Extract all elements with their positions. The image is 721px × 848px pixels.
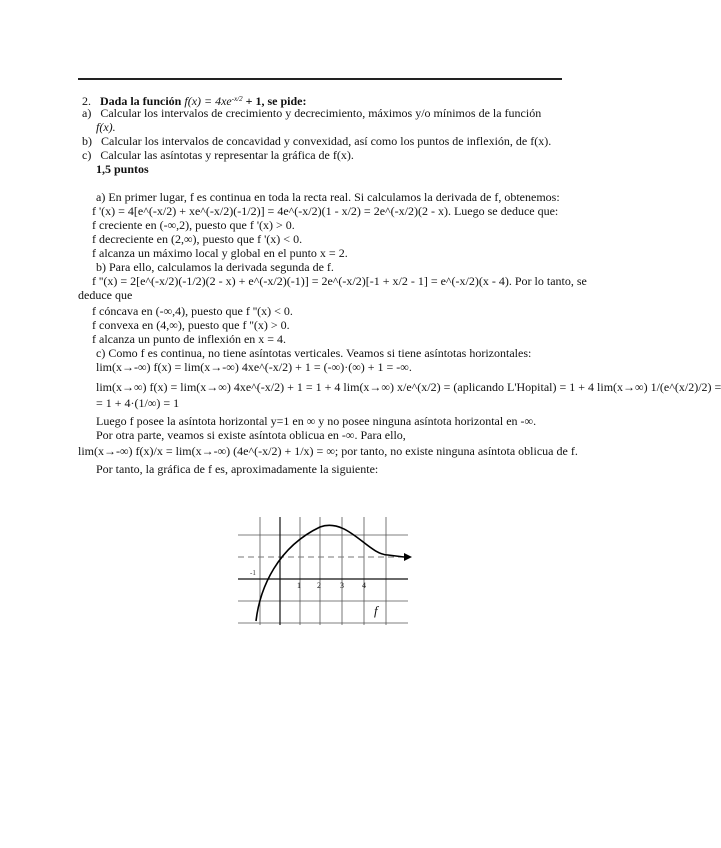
tick-label-2: 2 <box>317 581 321 590</box>
solution-line-10: f convexa en (4,∞), puesto que f ''(x) > 0. <box>92 318 290 332</box>
solution-line-12: c) Como f es continua, no tiene asíntotas verticales. Veamos si tiene asíntotas horizontales: <box>96 346 532 360</box>
solution-line-2: f '(x) = 4[e^(-x/2) + xe^(-x/2)(-1/2)] = 4e^(-x/2)(1 - x/2) = 2e^(-x/2)(2 - x). Luego se deduce que: <box>92 204 559 218</box>
question-a-cont: f(x). <box>96 120 116 134</box>
solution-line-6: b) Para ello, calculamos la derivada segunda de f. <box>96 260 334 274</box>
exercise-exponent: -x/2 <box>231 95 243 103</box>
points-label: 1,5 puntos <box>96 162 149 176</box>
asymptote-label: -1 <box>250 569 256 577</box>
graph-grid <box>238 517 408 625</box>
solution-line-17: Por otra parte, veamos si existe asíntota oblicua en -∞. Para ello, <box>96 428 406 442</box>
curve-arrow-icon <box>404 553 412 561</box>
tick-label-4: 4 <box>362 581 366 590</box>
solution-line-15: = 1 + 4·(1/∞) = 1 <box>96 396 180 410</box>
question-a: a) Calcular los intervalos de crecimiento y decrecimiento, máximos y/o mínimos de la función <box>82 106 542 120</box>
exercise-function: f(x) = 4xe <box>184 94 232 108</box>
solution-line-11: f alcanza un punto de inflexión en x = 4. <box>92 332 287 346</box>
solution-line-14: lim(x→∞) f(x) = lim(x→∞) 4xe^(-x/2) + 1 = 1 + 4 lim(x→∞) x/e^(x/2) = (aplicando L'Hopital) = 1 + 4 lim(x→∞) 1/(e^(x/2)/2) = <box>96 380 721 394</box>
solution-line-5: f alcanza un máximo local y global en el punto x = 2. <box>92 246 348 260</box>
solution-line-13: lim(x→-∞) f(x) = lim(x→-∞) 4xe^(-x/2) + 1 = (-∞)·(∞) + 1 = -∞. <box>96 360 412 374</box>
solution-line-4: f decreciente en (2,∞), puesto que f '(x) < 0. <box>92 232 303 246</box>
function-graph <box>238 517 414 625</box>
solution-line-7: f ''(x) = 2[e^(-x/2)(-1/2)(2 - x) + e^(-x/2)(-1)] = 2e^(-x/2)[-1 + x/2 - 1] = e^(-x/2)(x - 4). Por lo tanto, se <box>92 274 587 288</box>
top-rule <box>78 78 562 80</box>
tick-label-1: 1 <box>297 581 301 590</box>
exercise-intro: Dada la función <box>100 94 182 108</box>
exercise-number: 2. <box>82 94 91 108</box>
tick-label-3: 3 <box>340 581 344 590</box>
solution-line-9: f cóncava en (-∞,4), puesto que f ''(x) < 0. <box>92 304 293 318</box>
solution-line-19: Por tanto, la gráfica de f es, aproximadamente la siguiente: <box>96 462 379 476</box>
solution-line-8: deduce que <box>78 288 133 302</box>
exercise-tail: + 1, se pide: <box>245 94 307 108</box>
solution-line-18: lim(x→-∞) f(x)/x = lim(x→-∞) (4e^(-x/2) + 1/x) = ∞; por tanto, no existe ninguna asíntota oblicua de f. <box>78 444 578 458</box>
question-c: c) Calcular las asíntotas y representar la gráfica de f(x). <box>82 148 354 162</box>
solution-line-3: f creciente en (-∞,2), puesto que f '(x) > 0. <box>92 218 295 232</box>
function-curve <box>256 525 404 621</box>
curve-label: f <box>374 603 378 618</box>
solution-line-16: Luego f posee la asíntota horizontal y=1 en ∞ y no posee ninguna asíntota horizontal en -∞. <box>96 414 537 428</box>
question-b: b) Calcular los intervalos de concavidad y convexidad, así como los puntos de inflexión, de f(x). <box>82 134 552 148</box>
solution-line-1: a) En primer lugar, f es continua en toda la recta real. Si calculamos la derivada de f, obtenemos: <box>96 190 560 204</box>
